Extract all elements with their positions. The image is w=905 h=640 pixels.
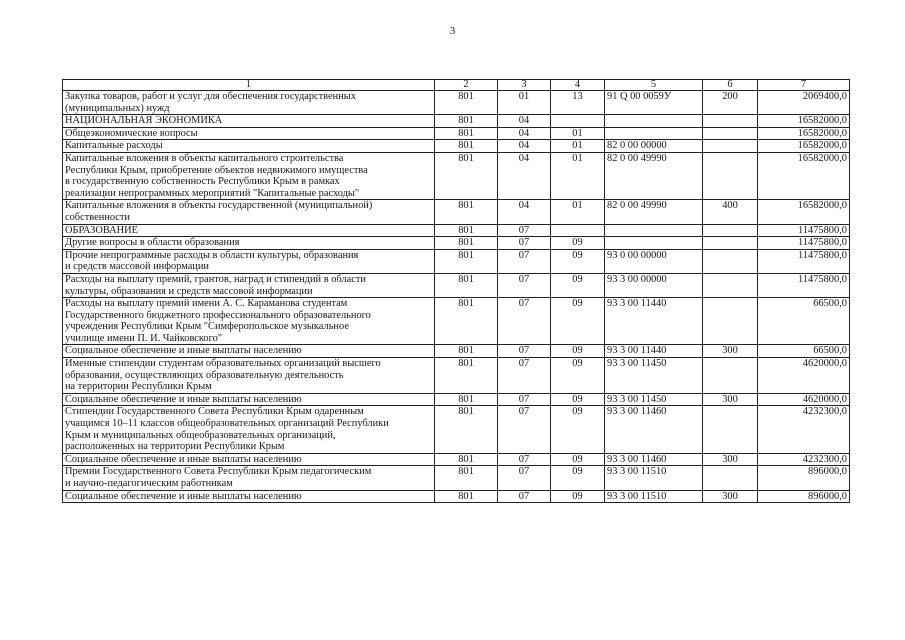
section-cell: 07 xyxy=(498,249,551,273)
code-cell: 801 xyxy=(435,140,498,153)
amount-cell: 11475800,0 xyxy=(758,224,850,237)
table-row xyxy=(63,273,850,297)
code-cell: 801 xyxy=(435,345,498,358)
code-cell: 801 xyxy=(435,237,498,250)
description-line: Закупка товаров, работ и услуг для обеспечения государственных xyxy=(65,91,356,102)
amount-cell: 11475800,0 xyxy=(758,237,850,250)
expense-type-cell xyxy=(703,152,758,199)
code-cell: 801 xyxy=(435,466,498,490)
description-line: Капитальные вложения в объекты капитального строительства xyxy=(65,152,344,164)
description-line: и научно-педагогическим работникам xyxy=(65,478,233,489)
description-line: в государственную собственность Республики Крым в рамках xyxy=(65,176,340,188)
section-cell: 04 xyxy=(498,200,551,224)
description-line: училище имени П. И. Чайковского" xyxy=(65,332,223,344)
expense-type-cell: 300 xyxy=(703,490,758,503)
amount-cell: 16582000,0 xyxy=(758,140,850,153)
description-line: учреждения Республики Крым "Симферопольское музыкальное xyxy=(65,321,349,333)
description-line: Крым и муниципальных общеобразовательных организаций, xyxy=(65,429,336,441)
header-row xyxy=(63,80,850,91)
code-cell: 801 xyxy=(435,115,498,128)
code-cell: 801 xyxy=(435,490,498,503)
section-cell: 07 xyxy=(498,237,551,250)
description-line: (муниципальных) нужд xyxy=(65,102,170,114)
header-cell: 1 xyxy=(63,80,435,91)
expense-type-cell xyxy=(703,249,758,273)
amount-cell: 11475800,0 xyxy=(758,273,850,297)
expense-type-cell: 300 xyxy=(703,453,758,466)
description-line: учащимся 10–11 классов общеобразовательных организаций Республики xyxy=(65,418,389,430)
description-cell xyxy=(63,358,435,394)
subsection-cell: 09 xyxy=(551,298,605,345)
expense-type-cell: 200 xyxy=(703,91,758,115)
description-line: Капитальные вложения в объекты государственной (муниципальной) xyxy=(65,200,373,212)
table-row xyxy=(63,249,850,273)
target-article-cell: 93 3 00 11460 xyxy=(605,406,703,453)
description-cell xyxy=(63,249,435,273)
target-article-cell: 91 Q 00 0059У xyxy=(605,91,703,115)
code-cell: 801 xyxy=(435,127,498,140)
target-article-cell: 93 3 00 11460 xyxy=(605,453,703,466)
description-cell xyxy=(63,298,435,345)
subsection-cell: 01 xyxy=(551,127,605,140)
subsection-cell: 01 xyxy=(551,152,605,199)
section-cell: 07 xyxy=(498,345,551,358)
amount-cell: 66500,0 xyxy=(758,298,850,345)
section-cell: 04 xyxy=(498,115,551,128)
expense-type-cell: 400 xyxy=(703,200,758,224)
description-cell xyxy=(63,273,435,297)
section-cell: 07 xyxy=(498,393,551,406)
code-cell: 801 xyxy=(435,273,498,297)
page-number: 3 xyxy=(449,25,456,37)
code-cell: 801 xyxy=(435,224,498,237)
amount-cell: 16582000,0 xyxy=(758,127,850,140)
description-line: образования, осуществляющих образовательную деятельность xyxy=(65,369,344,381)
description-cell xyxy=(63,406,435,453)
header-cell: 3 xyxy=(498,80,551,91)
table-row xyxy=(63,453,850,466)
subsection-cell: 09 xyxy=(551,273,605,297)
amount-cell: 4232300,0 xyxy=(758,406,850,453)
amount-cell: 16582000,0 xyxy=(758,115,850,128)
code-cell: 801 xyxy=(435,200,498,224)
subsection-cell: 09 xyxy=(551,358,605,394)
description-line: на территории Республики Крым xyxy=(65,381,212,393)
target-article-cell xyxy=(605,115,703,128)
header-cell: 5 xyxy=(605,80,703,91)
subsection-cell: 09 xyxy=(551,345,605,358)
description-cell xyxy=(63,152,435,199)
code-cell: 801 xyxy=(435,406,498,453)
subsection-cell: 09 xyxy=(551,249,605,273)
target-article-cell xyxy=(605,237,703,250)
description-line: собственности xyxy=(65,211,130,223)
description-line: Премии Государственного Совета Республики Крым педагогическим xyxy=(65,466,372,478)
target-article-cell: 93 3 00 11510 xyxy=(605,490,703,503)
subsection-cell: 09 xyxy=(551,466,605,490)
description-line: Социальное обеспечение и иные выплаты населению xyxy=(65,490,302,502)
section-cell: 01 xyxy=(498,91,551,115)
expense-type-cell xyxy=(703,224,758,237)
code-cell: 801 xyxy=(435,453,498,466)
expense-type-cell xyxy=(703,298,758,345)
section-cell: 07 xyxy=(498,224,551,237)
section-cell: 07 xyxy=(498,466,551,490)
description-cell xyxy=(63,115,435,128)
subsection-cell: 13 xyxy=(551,91,605,115)
description-line: Республики Крым, приобретение объектов недвижимого имущества xyxy=(65,164,368,176)
table-row xyxy=(63,152,850,199)
expense-type-cell xyxy=(703,127,758,140)
target-article-cell: 93 0 00 00000 xyxy=(605,249,703,273)
target-article-cell: 93 3 00 11440 xyxy=(605,345,703,358)
subsection-cell: 01 xyxy=(551,200,605,224)
expense-type-cell xyxy=(703,406,758,453)
table-row xyxy=(63,358,850,394)
code-cell: 801 xyxy=(435,358,498,394)
description-cell xyxy=(63,466,435,490)
amount-cell: 4232300,0 xyxy=(758,453,850,466)
table-row xyxy=(63,140,850,153)
table-row xyxy=(63,490,850,503)
amount-cell: 16582000,0 xyxy=(758,200,850,224)
target-article-cell: 82 0 00 49990 xyxy=(605,200,703,224)
description-line: Другие вопросы в области образования xyxy=(65,237,240,249)
description-line: Капитальные расходы xyxy=(65,140,163,152)
description-cell xyxy=(63,345,435,358)
header-cell: 7 xyxy=(758,80,850,91)
description-line: Расходы на выплату премий, грантов, наград и стипендий в области xyxy=(65,273,366,285)
subsection-cell: 09 xyxy=(551,406,605,453)
amount-cell: 4620000,0 xyxy=(758,358,850,394)
description-cell xyxy=(63,237,435,250)
header-cell: 2 xyxy=(435,80,498,91)
target-article-cell: 93 3 00 11510 xyxy=(605,466,703,490)
description-line: Социальное обеспечение и иные выплаты населению xyxy=(65,393,302,405)
description-cell xyxy=(63,224,435,237)
code-cell: 801 xyxy=(435,298,498,345)
table-row xyxy=(63,200,850,224)
description-line: Расходы на выплату премий имени А. С. Караманова студентам xyxy=(65,298,348,310)
table-row xyxy=(63,115,850,128)
amount-cell: 896000,0 xyxy=(758,490,850,503)
subsection-cell: 09 xyxy=(551,453,605,466)
description-line: Прочие непрограммные расходы в области культуры, образования xyxy=(65,249,359,261)
table-row xyxy=(63,298,850,345)
budget-table xyxy=(62,79,850,503)
amount-cell: 4620000,0 xyxy=(758,393,850,406)
expense-type-cell xyxy=(703,115,758,128)
table-row xyxy=(63,406,850,453)
target-article-cell: 93 3 00 11440 xyxy=(605,298,703,345)
description-line: Социальное обеспечение и иные выплаты населению xyxy=(65,345,302,357)
amount-cell: 66500,0 xyxy=(758,345,850,358)
subsection-cell xyxy=(551,115,605,128)
description-cell xyxy=(63,91,435,115)
section-cell: 07 xyxy=(498,490,551,503)
target-article-cell: 82 0 00 00000 xyxy=(605,140,703,153)
subsection-cell: 09 xyxy=(551,393,605,406)
section-cell: 07 xyxy=(498,273,551,297)
description-line: Стипендии Государственного Совета Республики Крым одаренным xyxy=(65,406,364,418)
section-cell: 07 xyxy=(498,406,551,453)
table-row xyxy=(63,345,850,358)
description-cell xyxy=(63,140,435,153)
subsection-cell xyxy=(551,224,605,237)
header-cell: 6 xyxy=(703,80,758,91)
description-line: НАЦИОНАЛЬНАЯ ЭКОНОМИКА xyxy=(65,115,223,127)
description-cell xyxy=(63,127,435,140)
description-cell xyxy=(63,393,435,406)
header-cell: 4 xyxy=(551,80,605,91)
description-line: Социальное обеспечение и иные выплаты населению xyxy=(65,453,302,465)
table-row xyxy=(63,91,850,115)
description-cell xyxy=(63,200,435,224)
section-cell: 04 xyxy=(498,140,551,153)
table-body xyxy=(63,91,850,503)
table-row xyxy=(63,393,850,406)
expense-type-cell xyxy=(703,140,758,153)
description-line: Общеэкономические вопросы xyxy=(65,127,198,139)
expense-type-cell xyxy=(703,358,758,394)
target-article-cell: 93 3 00 11450 xyxy=(605,358,703,394)
expense-type-cell xyxy=(703,237,758,250)
description-line: культуры, образования и средств массовой информации xyxy=(65,285,313,297)
description-line: реализации непрограммных мероприятий "Капитальные расходы" xyxy=(65,187,360,199)
target-article-cell xyxy=(605,127,703,140)
amount-cell: 16582000,0 xyxy=(758,152,850,199)
table-row xyxy=(63,466,850,490)
table-row xyxy=(63,237,850,250)
subsection-cell: 01 xyxy=(551,140,605,153)
expense-type-cell xyxy=(703,466,758,490)
section-cell: 07 xyxy=(498,358,551,394)
code-cell: 801 xyxy=(435,249,498,273)
description-cell xyxy=(63,453,435,466)
section-cell: 07 xyxy=(498,298,551,345)
code-cell: 801 xyxy=(435,152,498,199)
table-row xyxy=(63,127,850,140)
description-line: расположенных на территории Республики Крым xyxy=(65,441,285,453)
description-line: Государственного бюджетного профессионального образовательного xyxy=(65,309,371,321)
code-cell: 801 xyxy=(435,393,498,406)
amount-cell: 2069400,0 xyxy=(758,91,850,115)
code-cell: 801 xyxy=(435,91,498,115)
description-cell xyxy=(63,490,435,503)
target-article-cell: 93 3 00 00000 xyxy=(605,273,703,297)
subsection-cell: 09 xyxy=(551,490,605,503)
target-article-cell: 82 0 00 49990 xyxy=(605,152,703,199)
target-article-cell xyxy=(605,224,703,237)
section-cell: 07 xyxy=(498,453,551,466)
amount-cell: 896000,0 xyxy=(758,466,850,490)
section-cell: 04 xyxy=(498,152,551,199)
expense-type-cell: 300 xyxy=(703,393,758,406)
table-row xyxy=(63,224,850,237)
section-cell: 04 xyxy=(498,127,551,140)
description-line: ОБРАЗОВАНИЕ xyxy=(65,224,139,236)
subsection-cell: 09 xyxy=(551,237,605,250)
target-article-cell: 93 3 00 11450 xyxy=(605,393,703,406)
expense-type-cell xyxy=(703,273,758,297)
expense-type-cell: 300 xyxy=(703,345,758,358)
description-line: Именные стипендии студентам образовательных организаций высшего xyxy=(65,358,381,370)
description-line: и средств массовой информации xyxy=(65,261,209,273)
amount-cell: 11475800,0 xyxy=(758,249,850,273)
